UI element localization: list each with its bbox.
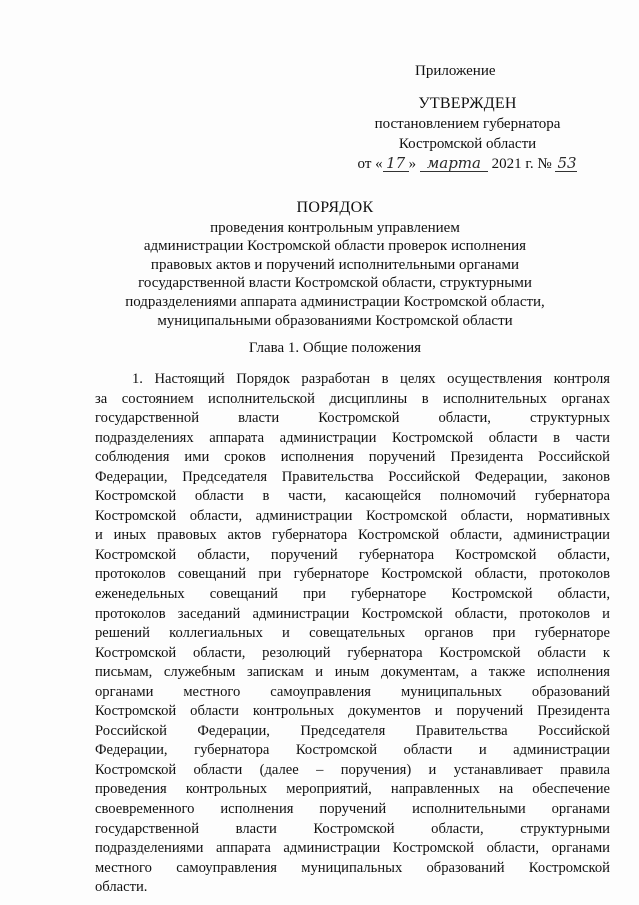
- paragraph-line: Костромской области, администрации Костромской области, нормативных: [95, 507, 610, 524]
- approval-date-line: [300, 154, 635, 174]
- paragraph-line: подразделениями аппарата администрации Костромской области, органами: [95, 840, 610, 857]
- paragraph-line: Костромской области в части, касающейся полномочий губернатора: [95, 488, 610, 505]
- paragraph-line: еженедельных совещаний при губернаторе Костромской области,: [95, 586, 610, 603]
- paragraph-line: своевременного исполнения поручений исполнительными органами: [95, 801, 610, 818]
- paragraph-line: протоколов заседаний администрации Костромской области, протоколов и: [95, 605, 610, 622]
- paragraph-line: и иных правовых актов губернатора Костромской области, администрации: [95, 527, 610, 544]
- appendix-label: Приложение: [415, 63, 496, 79]
- subtitle-line: проведения контрольным управлением: [210, 219, 460, 236]
- date-prefix: от «: [357, 156, 383, 172]
- chapter-heading: Глава 1. Общие положения: [248, 340, 422, 356]
- paragraph-line: местного самоуправления муниципальных образований Костромской: [95, 859, 610, 876]
- paragraph-line: Костромской области (далее – поручения) и устанавливает правила: [95, 761, 610, 778]
- handwritten-number: 53: [557, 154, 577, 172]
- paragraph-line: Костромской области, поручений губернатора Костромской области,: [95, 546, 610, 563]
- subtitle-line: администрации Костромской области проверок исполнения: [143, 238, 527, 255]
- paragraph-line: органами местного самоуправления муниципальных образований: [95, 683, 610, 700]
- paragraph-line: государственной власти Костромской области, структурными: [95, 820, 610, 837]
- paragraph-line: подразделениях аппарата администрации Костромской области в части: [95, 429, 610, 446]
- approval-line-2: Костромской области: [398, 136, 537, 152]
- paragraph-line: за состоянием исполнительской дисциплины в исполнительных органах: [95, 390, 610, 407]
- paragraph-1: [95, 370, 610, 898]
- paragraph-line: протоколов совещаний при губернаторе Костромской области, протоколов: [95, 566, 610, 583]
- document-title: ПОРЯДОК: [296, 199, 374, 216]
- paragraph-line: решений коллегиальных и совещательных органов при губернаторе: [95, 625, 610, 642]
- paragraph-line: Костромской области, резолюций губернатора Костромской области к: [95, 644, 610, 661]
- paragraph-line: проведения контрольных мероприятий, направленных на обеспечение: [95, 781, 610, 798]
- date-year: 2021 г. №: [491, 156, 552, 172]
- subtitle-line: муниципальными образованиями Костромской области: [157, 312, 513, 329]
- paragraph-line: соблюдения ими сроков исполнения поручений Президента Российской: [95, 449, 610, 466]
- paragraph-line: государственной власти Костромской области, структурных: [95, 410, 610, 427]
- subtitle-line: государственной власти Костромской области, структурными: [138, 275, 532, 292]
- paragraph-line: Федерации, губернатора Костромской области и администрации: [95, 742, 610, 759]
- subtitle-line: правовых актов и поручений исполнительными органами: [150, 256, 520, 273]
- paragraph-line: письмам, служебным запискам и иным документам, а также исполнения: [95, 664, 610, 681]
- date-mid: »: [408, 156, 417, 172]
- handwritten-month: марта: [420, 155, 488, 172]
- approval-heading: УТВЕРЖДЕН: [418, 95, 517, 112]
- paragraph-line: Российской Федерации, Председателя Правительства Российской: [95, 722, 610, 739]
- approval-line-1: постановлением губернатора: [374, 116, 561, 132]
- approval-block: [300, 94, 635, 174]
- handwritten-day: 17: [383, 155, 409, 172]
- paragraph-line: Федерации, Председателя Правительства Российской Федерации, законов: [95, 468, 610, 485]
- document-title-block: [60, 199, 610, 330]
- subtitle-line: подразделениями аппарата администрации Костромской области,: [125, 293, 545, 310]
- paragraph-line: 1. Настоящий Порядок разработан в целях осуществления контроля: [132, 371, 610, 387]
- paragraph-line: Костромской области контрольных документов и поручений Президента: [95, 703, 610, 720]
- paragraph-line: области.: [95, 879, 148, 896]
